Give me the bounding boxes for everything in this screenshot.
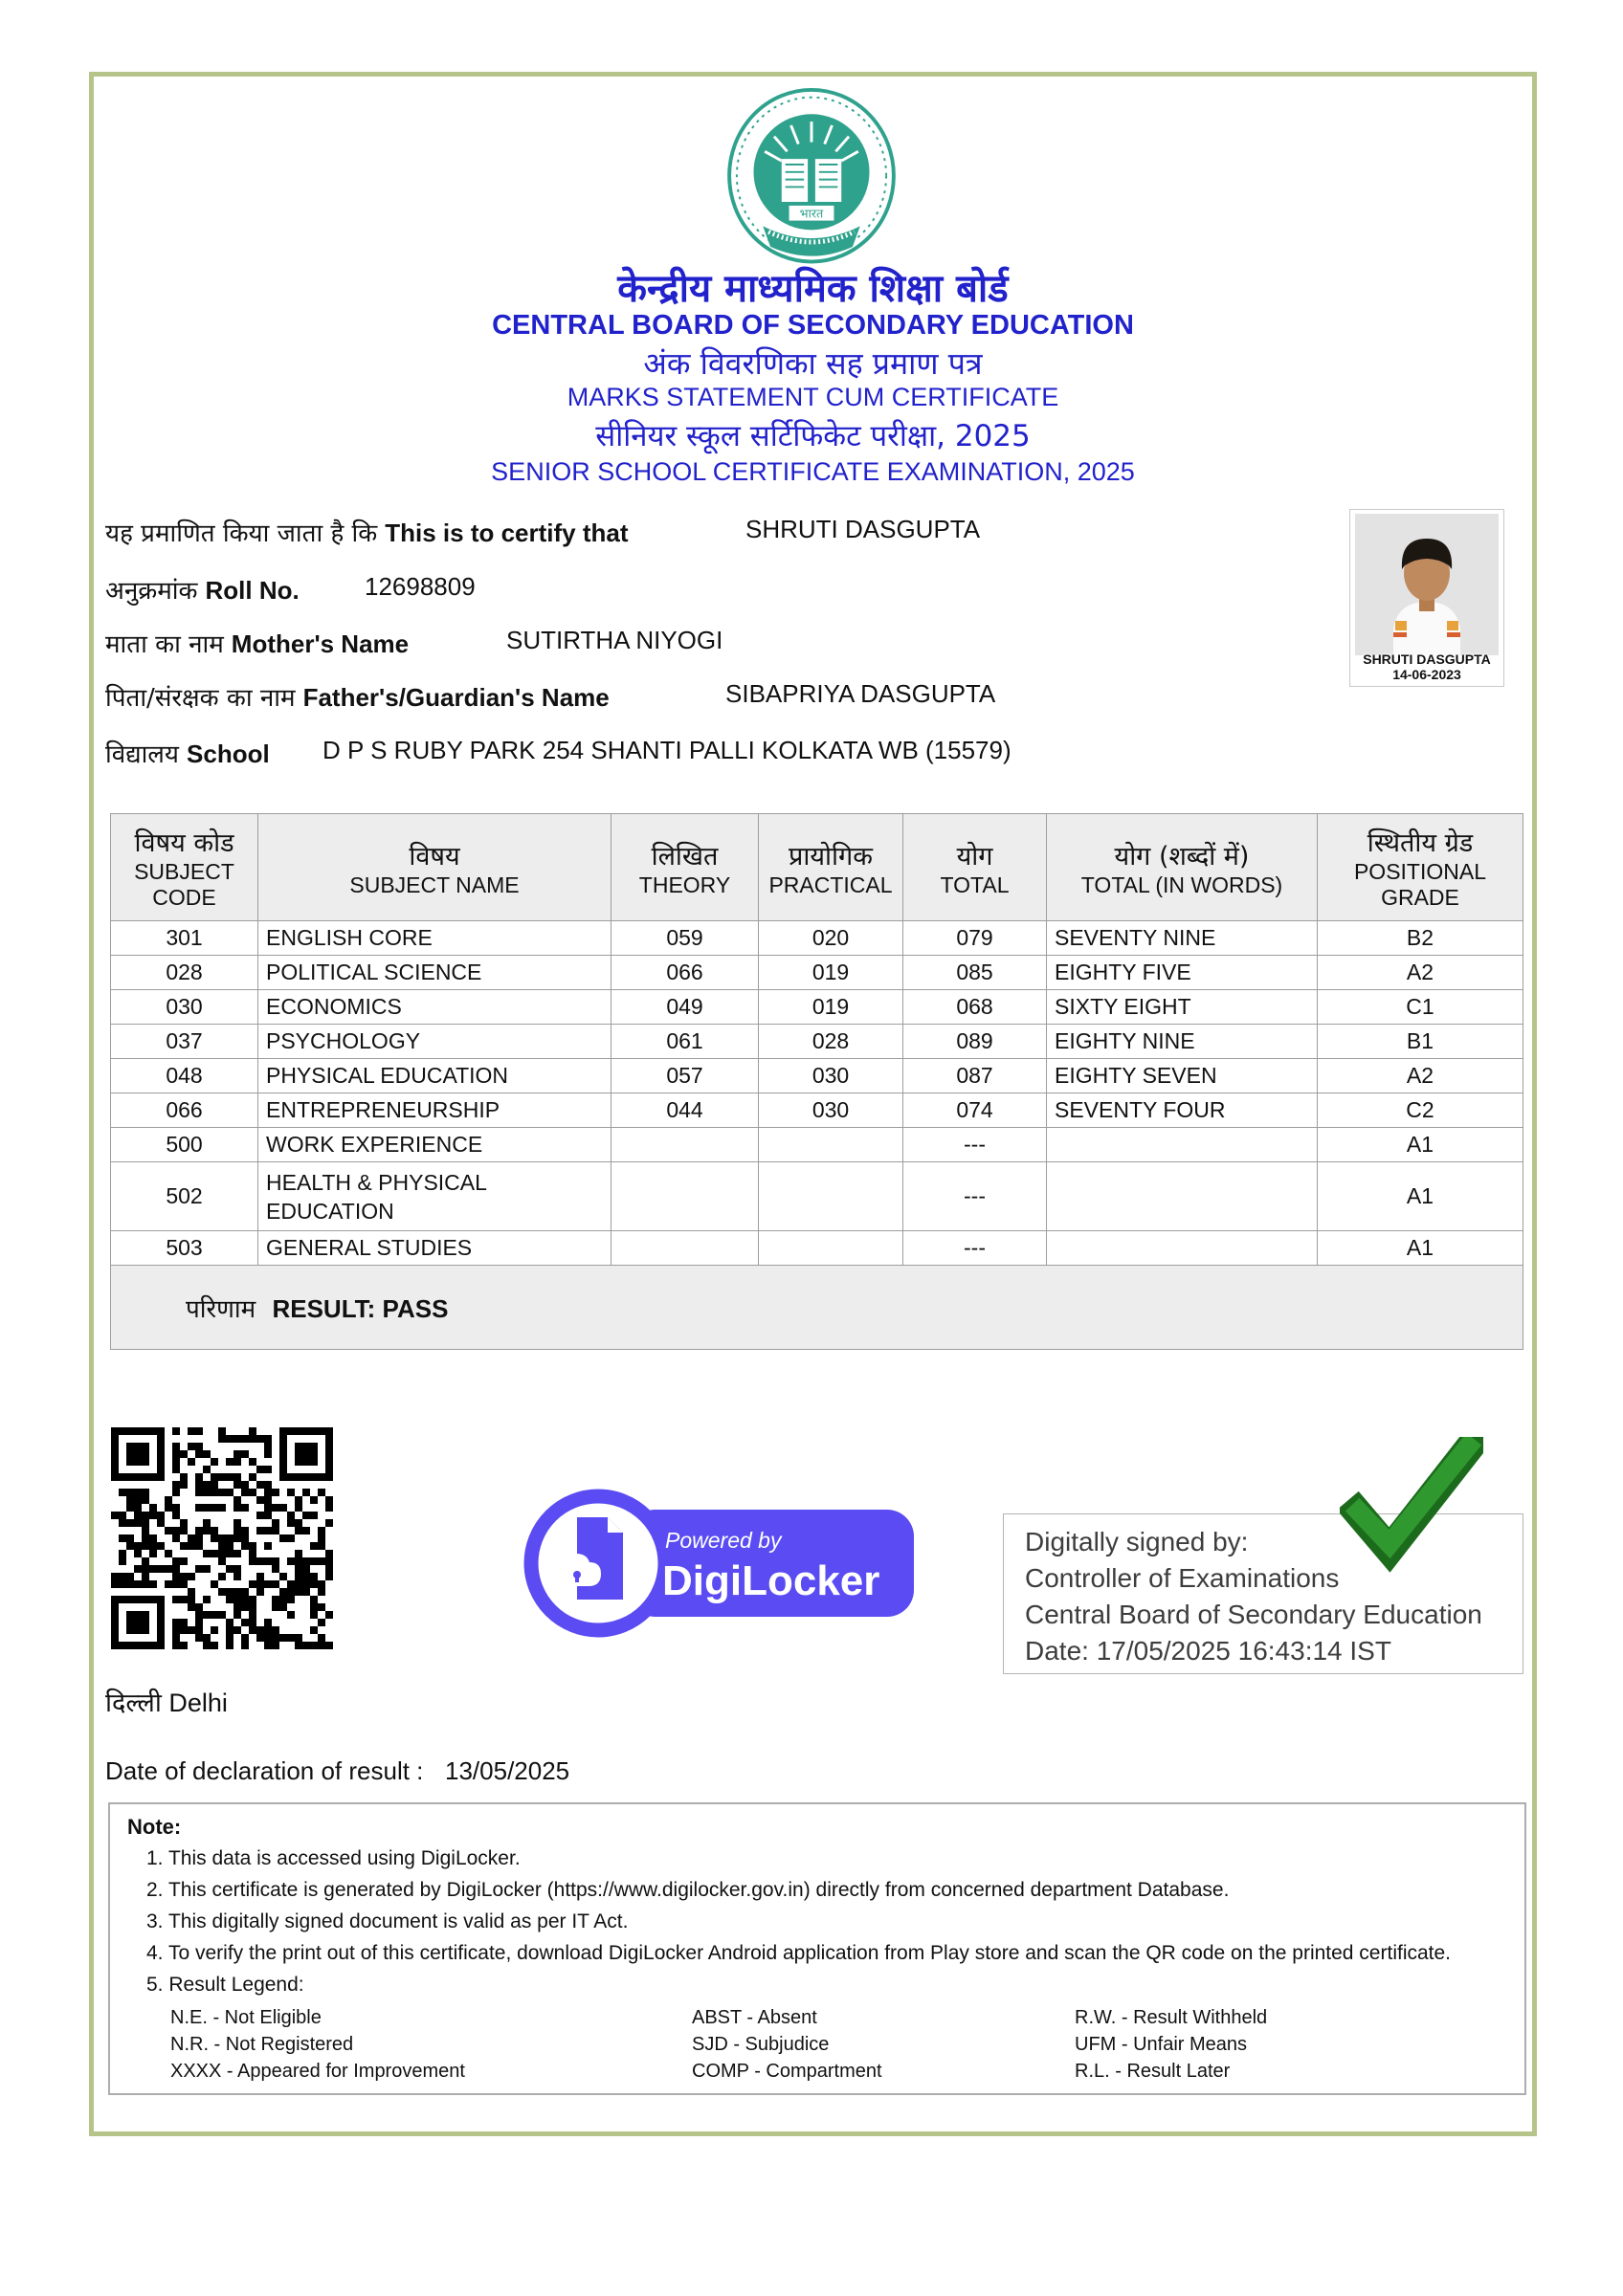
legend-item: ABST - Absent	[692, 2007, 817, 2028]
school-row	[105, 736, 1349, 770]
cell-practical	[759, 1231, 903, 1266]
col-total-en: TOTAL	[940, 872, 1010, 897]
cell-name: ECONOMICS	[258, 990, 611, 1025]
place-english: Delhi	[168, 1689, 228, 1717]
mother-row	[105, 626, 1349, 660]
cell-words: SIXTY EIGHT	[1047, 990, 1318, 1025]
cell-practical	[759, 1162, 903, 1231]
cell-grade: A1	[1318, 1162, 1523, 1231]
place-hindi: दिल्ली	[105, 1689, 162, 1718]
marks-table	[110, 813, 1523, 1350]
mother-name: SUTIRTHA NIYOGI	[506, 626, 723, 654]
cell-theory: 044	[611, 1093, 759, 1128]
cell-total: ---	[903, 1128, 1047, 1162]
cell-total: 074	[903, 1093, 1047, 1128]
cell-practical: 019	[759, 956, 903, 990]
father-name: SIBAPRIYA DASGUPTA	[725, 679, 996, 708]
cell-code: 030	[111, 990, 258, 1025]
table-row	[111, 1231, 1523, 1266]
col-subject-code-en: SUBJECT CODE	[134, 859, 234, 910]
cell-total: ---	[903, 1162, 1047, 1231]
col-subject-code-hi: विषय कोड	[134, 828, 234, 858]
table-row	[111, 1059, 1523, 1093]
digilocker-label: DigiLocker	[662, 1557, 880, 1604]
table-row	[111, 1025, 1523, 1059]
cell-code: 500	[111, 1128, 258, 1162]
cell-total: 068	[903, 990, 1047, 1025]
result-value: PASS	[382, 1293, 449, 1323]
cell-words: SEVENTY FOUR	[1047, 1093, 1318, 1128]
cell-code: 502	[111, 1162, 258, 1231]
cell-practical: 030	[759, 1093, 903, 1128]
father-label-hindi: पिता/संरक्षक का नाम	[105, 684, 296, 713]
signature-line-2: Controller of Examinations	[1025, 1563, 1340, 1593]
roll-row	[105, 572, 1349, 607]
mother-label-hindi: माता का नाम	[105, 630, 224, 659]
note-box	[108, 1802, 1526, 2095]
cell-name: WORK EXPERIENCE	[258, 1128, 611, 1162]
col-subject-name-en: SUBJECT NAME	[349, 872, 520, 897]
legend-item: SJD - Subjudice	[692, 2034, 830, 2055]
cell-practical: 020	[759, 921, 903, 956]
table-row	[111, 956, 1523, 990]
cbse-logo-icon	[706, 86, 917, 282]
col-grade-en: POSITIONAL GRADE	[1353, 859, 1487, 910]
cell-total: 087	[903, 1059, 1047, 1093]
cell-practical: 019	[759, 990, 903, 1025]
declaration-line	[105, 1756, 967, 1786]
student-photo-image	[1355, 514, 1499, 655]
col-practical-en: PRACTICAL	[768, 872, 893, 897]
certify-label-hindi: यह प्रमाणित किया जाता है कि	[105, 519, 378, 548]
col-practical-hi: प्रायोगिक	[789, 841, 873, 872]
legend-item: UFM - Unfair Means	[1075, 2034, 1248, 2055]
cell-code: 048	[111, 1059, 258, 1093]
cell-theory: 057	[611, 1059, 759, 1093]
col-total-words-en: TOTAL (IN WORDS)	[1080, 872, 1283, 897]
cell-grade: C2	[1318, 1093, 1523, 1128]
cell-theory	[611, 1128, 759, 1162]
col-theory-hi: लिखित	[651, 841, 719, 872]
photo-caption-name: SHRUTI DASGUPTA	[1363, 651, 1491, 667]
col-theory-en: THEORY	[638, 872, 731, 897]
cell-total: 089	[903, 1025, 1047, 1059]
cell-grade: B1	[1318, 1025, 1523, 1059]
cell-grade: A2	[1318, 1059, 1523, 1093]
roll-label-hindi: अनुक्रमांक	[105, 577, 198, 606]
legend-item: COMP - Compartment	[692, 2061, 882, 2082]
col-grade-hi: स्थितीय ग्रेड	[1367, 828, 1474, 858]
result-row	[111, 1266, 1523, 1350]
cell-name: ENGLISH CORE	[258, 921, 611, 956]
col-subject-name-hi: विषय	[409, 841, 460, 872]
doc-subtitle-english: MARKS STATEMENT CUM CERTIFICATE	[567, 383, 1059, 411]
place-line	[105, 1684, 228, 1719]
cell-name: POLITICAL SCIENCE	[258, 956, 611, 990]
cell-name: PSYCHOLOGY	[258, 1025, 611, 1059]
student-name: SHRUTI DASGUPTA	[745, 515, 981, 543]
col-total-words-hi: योग (शब्दों में)	[1114, 841, 1250, 872]
cell-code: 301	[111, 921, 258, 956]
note-item-1: 1. This data is accessed using DigiLocker.	[146, 1847, 521, 1869]
col-total-hi: योग	[956, 841, 993, 872]
exam-title-hindi: सीनियर स्कूल सर्टिफिकेट परीक्षा, 2025	[595, 419, 1031, 453]
father-label-english: Father's/Guardian's Name	[302, 683, 610, 712]
cell-theory: 066	[611, 956, 759, 990]
cell-practical: 028	[759, 1025, 903, 1059]
mother-label-english: Mother's Name	[231, 629, 410, 658]
photo-caption	[1350, 651, 1503, 682]
legend-item: XXXX - Appeared for Improvement	[170, 2061, 465, 2082]
result-label-hindi: परिणाम	[186, 1294, 256, 1324]
school-label-english: School	[187, 740, 270, 768]
certify-row	[105, 515, 1349, 549]
cell-grade: C1	[1318, 990, 1523, 1025]
cell-theory	[611, 1162, 759, 1231]
cell-practical: 030	[759, 1059, 903, 1093]
qr-code	[111, 1427, 333, 1649]
cell-theory: 049	[611, 990, 759, 1025]
father-row	[105, 679, 1349, 714]
powered-by-label: Powered by	[665, 1528, 782, 1553]
note-item-3: 3. This digitally signed document is valid as per IT Act.	[146, 1910, 629, 1932]
result-legend	[170, 2004, 1507, 2085]
cell-code: 028	[111, 956, 258, 990]
cell-code: 066	[111, 1093, 258, 1128]
signature-line-4: Date: 17/05/2025 16:43:14 IST	[1025, 1636, 1391, 1666]
signature-line-3: Central Board of Secondary Education	[1025, 1600, 1482, 1629]
cell-grade: A1	[1318, 1128, 1523, 1162]
cell-words: SEVENTY NINE	[1047, 921, 1318, 956]
declaration-date: 13/05/2025	[445, 1756, 570, 1785]
roll-label-english: Roll No.	[205, 576, 300, 605]
cell-words: EIGHTY FIVE	[1047, 956, 1318, 990]
cell-grade: B2	[1318, 921, 1523, 956]
table-row	[111, 1128, 1523, 1162]
cell-theory: 061	[611, 1025, 759, 1059]
doc-subtitle-hindi: अंक विवरणिका सह प्रमाण पत्र	[643, 345, 983, 382]
cell-name: GENERAL STUDIES	[258, 1231, 611, 1266]
signature-check-icon	[1340, 1437, 1483, 1580]
legend-item: R.L. - Result Later	[1075, 2061, 1231, 2082]
declaration-label: Date of declaration of result :	[105, 1756, 424, 1785]
logo-banner-text: भारत	[799, 206, 824, 221]
cell-words	[1047, 1231, 1318, 1266]
result-label-english: RESULT:	[272, 1293, 376, 1323]
student-photo	[1349, 509, 1504, 687]
note-item-5: 5. Result Legend:	[146, 1974, 304, 1996]
cell-words	[1047, 1128, 1318, 1162]
certify-label-english: This is to certify that	[385, 519, 629, 547]
cell-practical	[759, 1128, 903, 1162]
cell-total: 085	[903, 956, 1047, 990]
roll-number: 12698809	[365, 572, 476, 601]
cell-total: ---	[903, 1231, 1047, 1266]
digilocker-badge	[522, 1487, 916, 1640]
note-item-4: 4. To verify the print out of this certificate, download DigiLocker Android application from Play store and scan the QR code on the printed certificate.	[146, 1942, 1452, 1964]
signature-line-1: Digitally signed by:	[1025, 1527, 1249, 1556]
cell-grade: A1	[1318, 1231, 1523, 1266]
legend-item: N.R. - Not Registered	[170, 2034, 354, 2055]
table-row	[111, 1093, 1523, 1128]
cell-grade: A2	[1318, 956, 1523, 990]
legend-item: R.W. - Result Withheld	[1075, 2007, 1268, 2028]
cell-name: HEALTH & PHYSICAL EDUCATION	[266, 1169, 487, 1224]
school-name: D P S RUBY PARK 254 SHANTI PALLI KOLKATA WB (15579)	[322, 736, 1012, 764]
cell-words	[1047, 1162, 1318, 1231]
cell-theory	[611, 1231, 759, 1266]
exam-title-english: SENIOR SCHOOL CERTIFICATE EXAMINATION, 2025	[491, 457, 1135, 486]
cell-theory: 059	[611, 921, 759, 956]
cell-name: ENTREPRENEURSHIP	[258, 1093, 611, 1128]
cell-words: EIGHTY SEVEN	[1047, 1059, 1318, 1093]
legend-item: N.E. - Not Eligible	[170, 2007, 322, 2028]
cell-words: EIGHTY NINE	[1047, 1025, 1318, 1059]
cell-total: 079	[903, 921, 1047, 956]
board-title-hindi: केन्द्रीय माध्यमिक शिक्षा बोर्ड	[617, 267, 1009, 311]
photo-caption-date: 14-06-2023	[1392, 667, 1461, 682]
board-title-english: CENTRAL BOARD OF SECONDARY EDUCATION	[492, 310, 1134, 341]
cell-code: 037	[111, 1025, 258, 1059]
table-row	[111, 990, 1523, 1025]
marks-table-header	[111, 814, 1523, 921]
note-title: Note:	[127, 1815, 182, 1839]
note-item-2: 2. This certificate is generated by DigiLocker (https://www.digilocker.gov.in) directly from concerned department Database.	[146, 1879, 1230, 1901]
table-row	[111, 1162, 1523, 1231]
cell-code: 503	[111, 1231, 258, 1266]
table-row	[111, 921, 1523, 956]
cell-name: PHYSICAL EDUCATION	[258, 1059, 611, 1093]
school-label-hindi: विद्यालय	[105, 740, 180, 769]
